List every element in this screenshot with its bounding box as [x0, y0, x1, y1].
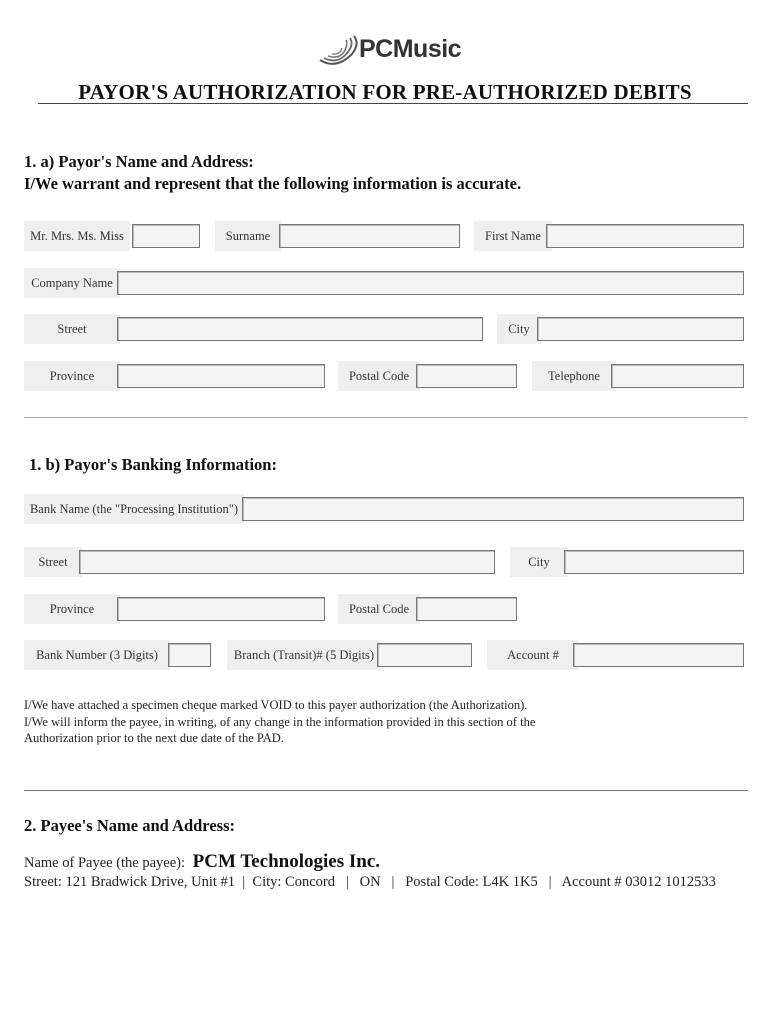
province-label: Province	[24, 361, 120, 391]
branch-transit-label: Branch (Transit)# (5 Digits)	[227, 640, 381, 670]
postal-code-field[interactable]	[416, 364, 517, 388]
city-label: City	[497, 314, 541, 344]
bank-name-label: Bank Name (the "Processing Institution")	[24, 494, 244, 524]
section-divider	[24, 417, 748, 418]
account-number-field[interactable]	[573, 643, 744, 667]
salutation-label: Mr. Mrs. Ms. Miss	[24, 221, 130, 251]
bank-city-field[interactable]	[564, 550, 744, 574]
bank-number-label: Bank Number (3 Digits)	[24, 640, 170, 670]
street-label: Street	[24, 314, 120, 344]
section-divider	[24, 790, 748, 791]
telephone-field[interactable]	[611, 364, 744, 388]
company-name-field[interactable]	[117, 271, 744, 295]
authorization-note	[24, 697, 535, 747]
note-line: I/We will inform the payee, in writing, of any change in the information provided in this section of the	[24, 714, 536, 729]
payee-name-label: Name of Payee (the payee):	[24, 855, 186, 871]
section-1a-heading: 1. a) Payor's Name and Address:	[24, 152, 254, 171]
bank-postal-code-label: Postal Code	[338, 594, 420, 624]
bank-city-label: City	[510, 547, 568, 577]
account-number-label: Account #	[487, 640, 579, 670]
bank-street-label: Street	[24, 547, 82, 577]
postal-code-label: Postal Code	[338, 361, 420, 391]
bank-name-field[interactable]	[242, 497, 744, 521]
bank-province-label: Province	[24, 594, 120, 624]
province-field[interactable]	[117, 364, 325, 388]
surname-field[interactable]	[279, 224, 460, 248]
swirl-logo-icon	[316, 30, 362, 70]
section-1a-subheading: I/We warrant and represent that the following information is accurate.	[24, 174, 522, 193]
branch-transit-field[interactable]	[377, 643, 472, 667]
company-logo	[316, 30, 462, 70]
first-name-field[interactable]	[546, 224, 744, 248]
logo-text: PCMusic	[359, 35, 462, 63]
page-title: PAYOR'S AUTHORIZATION FOR PRE-AUTHORIZED DEBITS	[78, 80, 692, 104]
first-name-label: First Name	[474, 221, 552, 251]
payee-address: Street: 121 Bradwick Drive, Unit #1 | City: Concord | ON | Postal Code: L4K 1K5 | Account # 03012 1012533	[24, 874, 716, 890]
city-field[interactable]	[537, 317, 744, 341]
note-line: Authorization prior to the next due date of the PAD.	[24, 731, 284, 745]
section-1b-heading: 1. b) Payor's Banking Information:	[29, 455, 277, 474]
bank-postal-code-field[interactable]	[416, 597, 517, 621]
telephone-label: Telephone	[532, 361, 616, 391]
street-field[interactable]	[117, 317, 483, 341]
section-2-heading: 2. Payee's Name and Address:	[24, 816, 235, 835]
salutation-field[interactable]	[132, 224, 200, 248]
bank-province-field[interactable]	[117, 597, 325, 621]
payee-name-row	[24, 851, 380, 873]
surname-label: Surname	[215, 221, 281, 251]
title-underline	[38, 103, 748, 104]
bank-number-field[interactable]	[168, 643, 211, 667]
company-name-label: Company Name	[24, 268, 120, 298]
note-line: I/We have attached a specimen cheque marked VOID to this payer authorization (the Authorization).	[24, 698, 528, 712]
bank-street-field[interactable]	[79, 550, 495, 574]
payee-name-value: PCM Technologies Inc.	[192, 851, 381, 872]
